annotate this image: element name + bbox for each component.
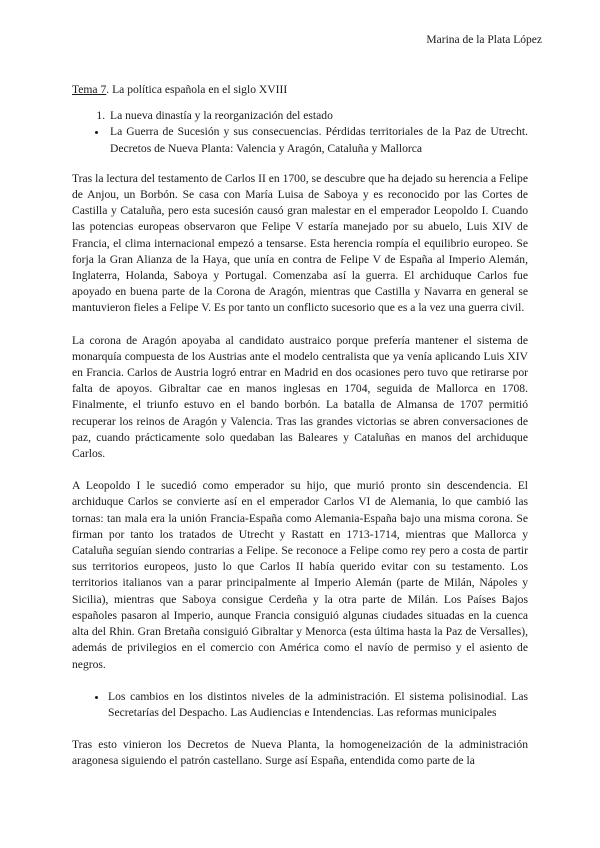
paragraph-4: Tras esto vinieron los Decretos de Nueva Planta, la homogeneización de la administración aragonesa siguiendo el patrón castellano. Surge así España, entendida como parte de la [72, 738, 528, 768]
topic-bullet-list [72, 124, 528, 156]
section-bullet-list [72, 689, 528, 721]
paragraph-3: A Leopoldo I le sucedió como emperador su hijo, que murió pronto sin descendencia. El archiduque Carlos se convierte así en el emperador Carlos VI de Alemania, lo que cambió las tornas: tan mala era la unión Francia-España como Alemania-España bajo una misma corona. Se firman por tanto los tratados de Utrecht y Rastatt en 1713-1714, mientras que Mallorca y Cataluña seguían siendo contrarias a Felipe. Se reconoce a Felipe como rey pero a costa de partir sus territorios europeos, justo lo que Carlos II había querido evitar con su testamento. Los territorios italianos van a parar principalmente al Imperio Alemán (parte de Milán, Nápoles y Sicilia), mientras que Saboya consigue Cerdeña y la otra parte de Milán. Los Países Bajos españoles pasaron al Imperio, aunque Francia consiguió algunas ciudades situadas en la cuenca alta del Rhin. Gran Bretaña consiguió Gibraltar y Menorca (esta última hasta la Paz de Versalles), además de privilegios en el comercio con América como el navío de permiso y el asiento de negros. [72, 479, 528, 671]
list-item: • La Guerra de Sucesión y sus consecuencias. Pérdidas territoriales de la Paz de Utrecht. Decretos de Nueva Planta: Valencia y Aragón, Cataluña y Mallorca [108, 124, 528, 156]
topic-title [72, 82, 528, 98]
author-name: Marina de la Plata López [426, 34, 542, 46]
document-body [72, 82, 528, 786]
topic-number: Tema 7 [72, 83, 107, 96]
topic-title-text: . La política española en el siglo XVIII [106, 83, 288, 96]
list-item: • Los cambios en los distintos niveles de la administración. El sistema polisinodial. Las Secretarías del Despacho. Las Audiencias e Intendencias. Las reformas municipales [108, 689, 528, 721]
list-item: 1. La nueva dinastía y la reorganización del estado [108, 108, 528, 124]
topic-numbered-list [72, 108, 528, 124]
paragraph-1: Tras la lectura del testamento de Carlos II en 1700, se descubre que ha dejado su herencia a Felipe de Anjou, un Borbón. Se casa con María Luisa de Saboya y es reconocido por las Cortes de Castilla y Cataluña, pero esta sucesión causó gran malestar en el emperador Leopoldo I. Cuando las potencias europeas observaron que Felipe V estaría manejado por su abuelo, Luis XIV de Francia, el clima internacional empezó a tensarse. Esta herencia rompía el equilibrio europeo. Se forja la Gran Alianza de la Haya, que unía en contra de Felipe V de España al Imperio Alemán, Inglaterra, Holanda, Saboya y Portugal. Comenzaba así la guerra. El archiduque Carlos fue apoyado en buena parte de la Corona de Aragón, mientras que Castilla y Navarra en general se mantuvieron fieles a Felipe V. Es por tanto un conflicto sucesorio que es a la vez una guerra civil. [72, 171, 528, 315]
paragraph-2: La corona de Aragón apoyaba al candidato austraico porque prefería mantener el sistema de monarquía compuesta de los Austrias ante el modelo centralista que ya venía aplicando Luis XIV en Francia. Carlos de Austria logró entrar en Madrid en dos ocasiones pero tuvo que retirarse por falta de apoyos. Gibraltar cae en manos inglesas en 1704, seguida de Mallorca en 1708. Finalmente, el triunfo estuvo en el bando borbón. La batalla de Almansa de 1707 permitió recuperar los reinos de Aragón y Valencia. Tras las grandes victorias se abren conversaciones de paz, cuando prácticamente solo quedaban las Baleares y Cataluñas en manos del archiduque Carlos. [72, 333, 528, 461]
